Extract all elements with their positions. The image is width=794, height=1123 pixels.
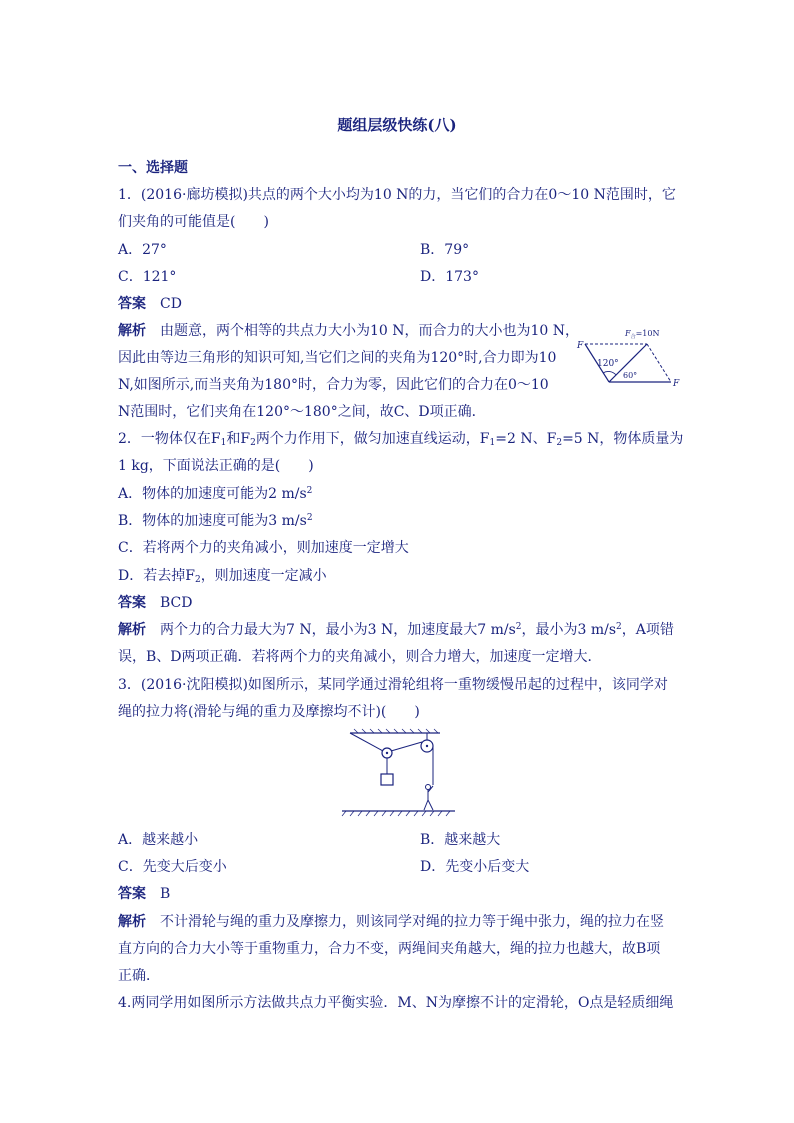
section-heading: 一、选择题 xyxy=(118,160,188,176)
q3-stem-line2: 绳的拉力将(滑轮与绳的重力及摩擦均不计)( ) xyxy=(118,704,420,720)
q4-stem-line1: 4.两同学用如图所示方法做共点力平衡实验．M、N为摩擦不计的定滑轮，O点是轻质细绳 xyxy=(118,995,674,1011)
fig1-label-resultant: $F_合=10N$ xyxy=(625,329,660,340)
answer-value: BCD xyxy=(160,595,193,611)
analysis-label: 解析 xyxy=(118,914,146,930)
q2-stem-line1: 2．一物体仅在$F_1$和$F_2$两个力作用下，做匀加速直线运动，$F_1=2$ N、$F_2=5$ N，物体质量为 xyxy=(118,431,684,448)
q1-option-c: C．121° xyxy=(118,269,177,285)
q1-answer xyxy=(118,294,182,314)
q3-analysis-line1: 解析 不计滑轮与绳的重力及摩擦力，则该同学对绳的拉力等于绳中张力，绳的拉力在竖 xyxy=(118,914,664,930)
answer-label: 答案 xyxy=(118,595,146,611)
q1-stem-line2: 们夹角的可能值是( ) xyxy=(118,214,269,230)
q1-analysis-line2: 因此由等边三角形的知识可知,当它们之间的夹角为120°时,合力即为10 xyxy=(118,350,557,366)
page-title: 题组层级快练(八) xyxy=(337,116,457,134)
q2-stem-line2: 1 kg，下面说法正确的是( ) xyxy=(118,458,314,474)
fig1-label-f-right: F xyxy=(673,379,680,388)
q2-answer xyxy=(118,593,192,613)
q2-analysis-line2: 误，B、D两项正确．若将两个力的夹角减小，则合力增大，加速度一定增大． xyxy=(118,649,602,665)
force-parallelogram-diagram xyxy=(575,326,680,388)
q3-option-b: B．越来越大 xyxy=(420,832,501,848)
q3-option-d: D．先变小后变大 xyxy=(420,859,530,875)
fig1-angle-120: 120° xyxy=(597,359,619,369)
q3-answer xyxy=(118,884,170,904)
q3-option-c: C．先变大后变小 xyxy=(118,859,227,875)
q1-option-d: D．173° xyxy=(420,269,479,285)
pulley-system-diagram xyxy=(340,728,465,820)
q1-option-b: B．79° xyxy=(420,242,470,258)
answer-label: 答案 xyxy=(118,886,146,902)
answer-label: 答案 xyxy=(118,296,146,312)
q3-analysis-line3: 正确． xyxy=(118,968,160,984)
q3-option-a: A．越来越小 xyxy=(118,832,199,848)
q2-option-d: D．若去掉$F_2$，则加速度一定减小 xyxy=(118,568,327,585)
q2-option-b: B．物体的加速度可能为3 $m/s^2$ xyxy=(118,513,313,529)
analysis-label: 解析 xyxy=(118,323,146,339)
answer-value: CD xyxy=(160,296,182,312)
q1-option-a: A．27° xyxy=(118,242,167,258)
answer-value: B xyxy=(160,886,171,902)
q2-analysis-line1: 解析 两个力的合力最大为7 N，最小为3 N，加速度最大7 $m/s^2$，最小为3 $m/s^2$，A项错 xyxy=(118,622,674,638)
q2-option-c: C．若将两个力的夹角减小，则加速度一定增大 xyxy=(118,540,409,556)
q1-analysis-line1: 解析 由题意，两个相等的共点力大小为10 N，而合力的大小也为10 N， xyxy=(118,323,580,339)
q1-analysis-line3: N,如图所示,而当夹角为180°时，合力为零，因此它们的合力在0～10 xyxy=(118,377,549,393)
q3-stem-line1: 3．(2016·沈阳模拟)如图所示，某同学通过滑轮组将一重物缓慢吊起的过程中，该同学对 xyxy=(118,677,668,693)
q2-option-a: A．物体的加速度可能为2 $m/s^2$ xyxy=(118,486,313,502)
q1-analysis-line4: N范围时，它们夹角在120°～180°之间，故C、D项正确． xyxy=(118,404,486,420)
q1-stem-line1: 1．(2016·廊坊模拟)共点的两个大小均为10 N的力，当它们的合力在0～10 N范围时，它 xyxy=(118,187,676,203)
analysis-label: 解析 xyxy=(118,622,146,638)
fig1-angle-60: 60° xyxy=(623,371,638,380)
fig1-label-f-left: F xyxy=(577,341,584,351)
q3-analysis-line2: 直方向的合力大小等于重物重力，合力不变，两绳间夹角越大，绳的拉力也越大，故B项 xyxy=(118,941,661,957)
